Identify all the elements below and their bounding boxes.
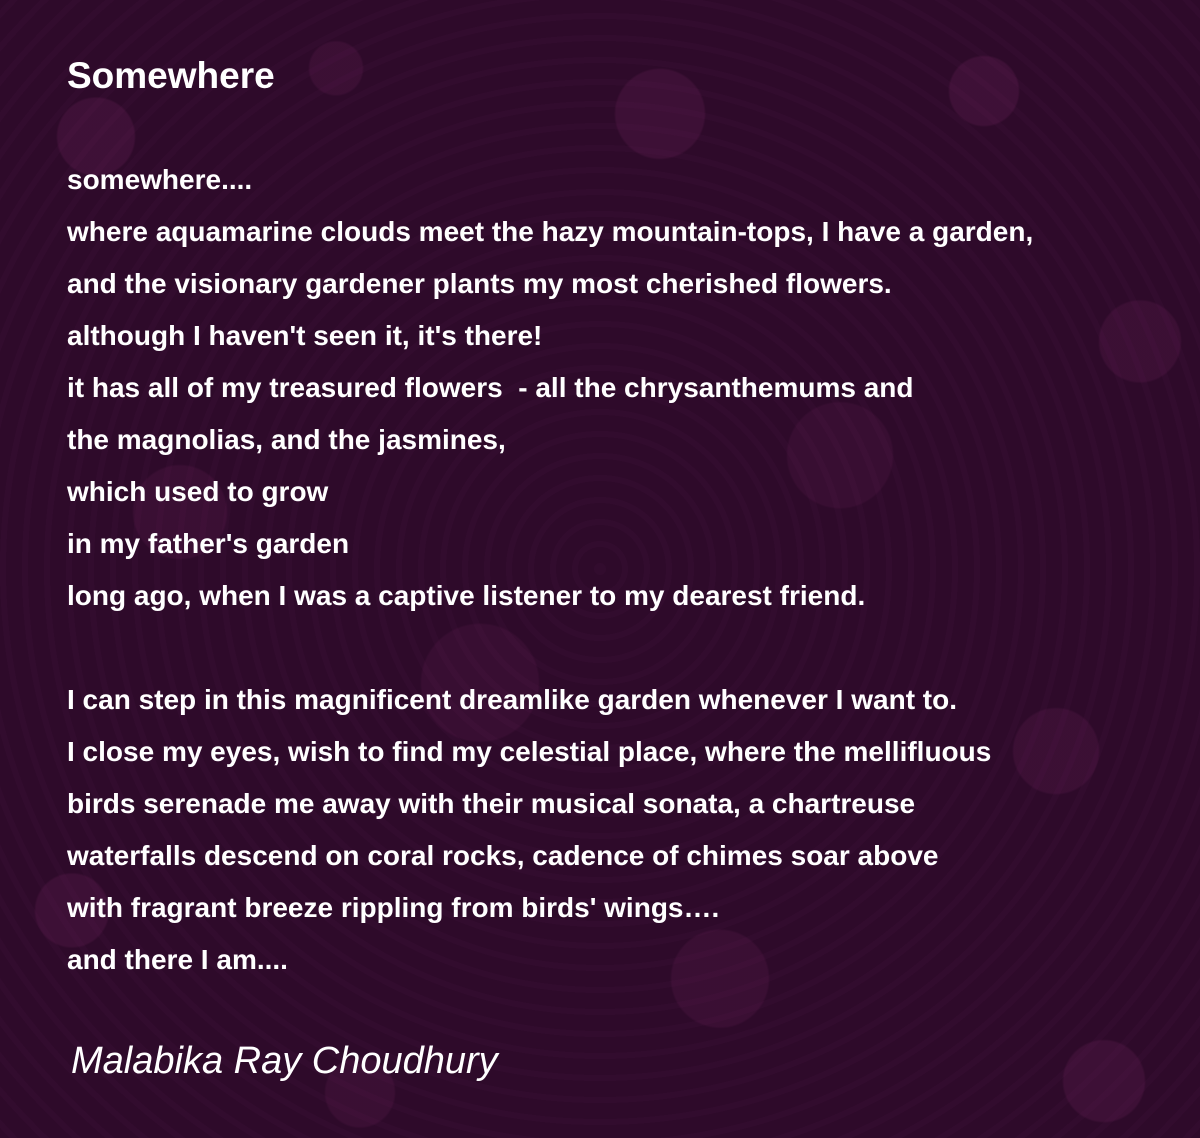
poem-line: long ago, when I was a captive listener to my dearest friend.: [67, 580, 866, 611]
poem-line: and the visionary gardener plants my most cherished flowers.: [67, 268, 892, 299]
poem-line: somewhere....: [67, 164, 253, 195]
poem-body: [67, 154, 1192, 986]
poem-line: I close my eyes, wish to find my celestial place, where the mellifluous: [67, 736, 992, 767]
poem-author: Malabika Ray Choudhury: [71, 1040, 498, 1082]
poem-line: in my father's garden: [67, 528, 350, 559]
poem-line: the magnolias, and the jasmines,: [67, 424, 506, 455]
poem-line: I can step in this magnificent dreamlike garden whenever I want to.: [67, 684, 957, 715]
poem-container: [67, 52, 1192, 986]
poem-line: birds serenade me away with their musical sonata, a chartreuse: [67, 788, 916, 819]
poem-line: and there I am....: [67, 944, 288, 975]
poem-line: waterfalls descend on coral rocks, cadence of chimes soar above: [67, 840, 939, 871]
stanza-break: [67, 622, 1192, 674]
poem-line: with fragrant breeze rippling from birds' wings….: [67, 892, 720, 923]
poem-line: it has all of my treasured flowers - all the chrysanthemums and: [67, 372, 914, 403]
poem-line: which used to grow: [67, 476, 329, 507]
poem-line: although I haven't seen it, it's there!: [67, 320, 543, 351]
poem-title: Somewhere: [67, 55, 275, 96]
poem-line: where aquamarine clouds meet the hazy mountain-tops, I have a garden,: [67, 216, 1034, 247]
